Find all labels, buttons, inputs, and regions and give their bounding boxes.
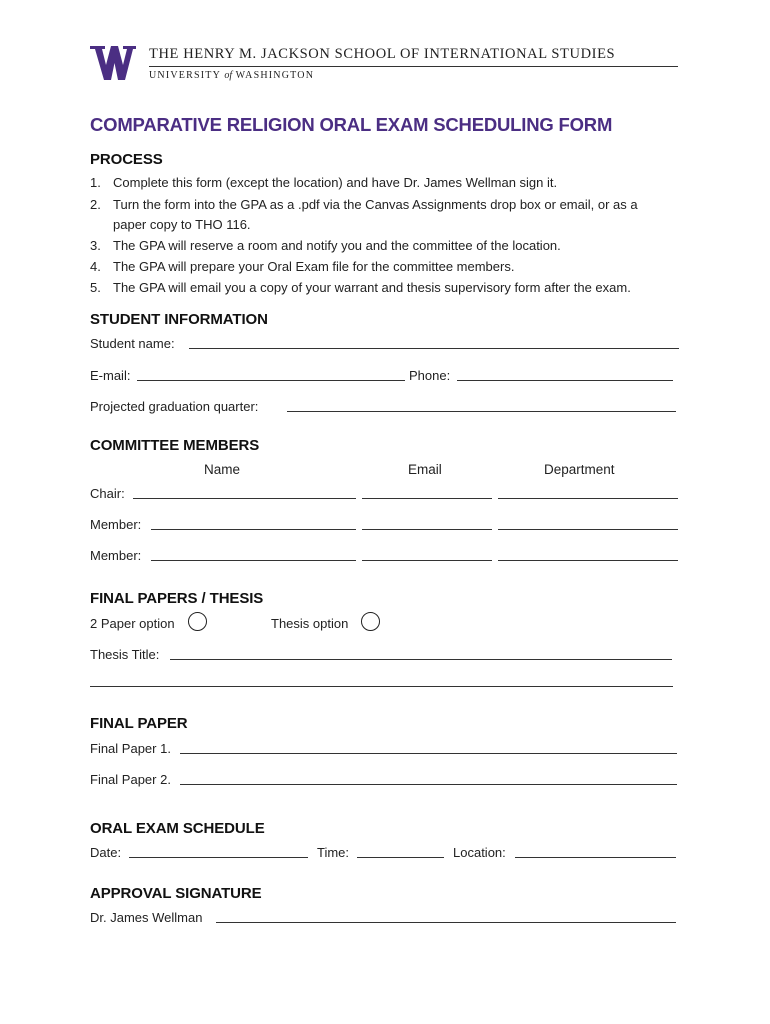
student-name-label: Student name:: [90, 336, 175, 351]
chair-email-field[interactable]: [362, 498, 492, 499]
member1-name-field[interactable]: [151, 529, 356, 530]
thesis-option-radio[interactable]: [361, 612, 380, 631]
step-text: The GPA will email you a copy of your warrant and thesis supervisory form after the exam.: [113, 280, 631, 295]
step-number: 1.: [90, 175, 101, 190]
student-name-field[interactable]: [189, 348, 679, 349]
thesis-title-field-line2[interactable]: [90, 686, 673, 687]
university-post: WASHINGTON: [235, 70, 315, 81]
final-papers-thesis-heading: FINAL PAPERS / THESIS: [90, 590, 264, 607]
final-paper-1-label: Final Paper 1.: [90, 741, 171, 756]
time-label: Time:: [317, 845, 350, 860]
final-paper-2-label: Final Paper 2.: [90, 772, 171, 787]
thesis-title-label: Thesis Title:: [90, 647, 160, 662]
university-of: of: [224, 70, 233, 81]
graduation-quarter-field[interactable]: [287, 411, 676, 412]
chair-name-field[interactable]: [133, 498, 356, 499]
committee-heading: COMMITTEE MEMBERS: [90, 437, 260, 454]
university-pre: UNIVERSITY: [149, 70, 221, 81]
step-text: Turn the form into the GPA as a .pdf via the Canvas Assignments drop box or email, or as a: [113, 197, 638, 212]
location-field[interactable]: [515, 857, 676, 858]
student-info-heading: STUDENT INFORMATION: [90, 311, 268, 328]
member1-email-field[interactable]: [362, 529, 492, 530]
form-title: COMPARATIVE RELIGION ORAL EXAM SCHEDULING FORM: [90, 114, 613, 135]
member2-email-field[interactable]: [362, 560, 492, 561]
date-field[interactable]: [129, 857, 308, 858]
member-label: Member:: [90, 517, 142, 532]
column-header-department: Department: [544, 462, 615, 477]
member-label: Member:: [90, 548, 142, 563]
two-paper-option-label: 2 Paper option: [90, 616, 175, 631]
signer-label: Dr. James Wellman: [90, 910, 203, 925]
phone-label: Phone:: [409, 368, 451, 383]
step-text: Complete this form (except the location) and have Dr. James Wellman sign it.: [113, 175, 558, 190]
step-number: 3.: [90, 238, 101, 253]
phone-field[interactable]: [457, 380, 673, 381]
final-paper-2-field[interactable]: [180, 784, 677, 785]
oral-exam-schedule-heading: ORAL EXAM SCHEDULE: [90, 820, 265, 837]
final-paper-heading: FINAL PAPER: [90, 715, 188, 732]
member2-department-field[interactable]: [498, 560, 678, 561]
step-text: The GPA will reserve a room and notify you and the committee of the location.: [113, 238, 561, 253]
two-paper-option-radio[interactable]: [188, 612, 207, 631]
step-text-continued: paper copy to THO 116.: [113, 217, 251, 232]
school-name: THE HENRY M. JACKSON SCHOOL OF INTERNATIONAL STUDIES: [149, 46, 616, 62]
step-number: 5.: [90, 280, 101, 295]
step-number: 2.: [90, 197, 101, 212]
thesis-option-label: Thesis option: [271, 616, 349, 631]
location-label: Location:: [453, 845, 506, 860]
date-label: Date:: [90, 845, 122, 860]
header-rule: [149, 66, 678, 67]
step-number: 4.: [90, 259, 101, 274]
university-name: [149, 70, 314, 81]
graduation-quarter-label: Projected graduation quarter:: [90, 399, 259, 414]
time-field[interactable]: [357, 857, 444, 858]
column-header-name: Name: [204, 462, 241, 477]
email-field[interactable]: [137, 380, 405, 381]
email-label: E-mail:: [90, 368, 131, 383]
uw-w-logo: [90, 46, 136, 80]
thesis-title-field[interactable]: [170, 659, 672, 660]
final-paper-1-field[interactable]: [180, 753, 677, 754]
member2-name-field[interactable]: [151, 560, 356, 561]
signature-field[interactable]: [216, 922, 676, 923]
process-heading: PROCESS: [90, 151, 163, 168]
member1-department-field[interactable]: [498, 529, 678, 530]
approval-signature-heading: APPROVAL SIGNATURE: [90, 885, 262, 902]
chair-label: Chair:: [90, 486, 125, 501]
step-text: The GPA will prepare your Oral Exam file for the committee members.: [113, 259, 515, 274]
chair-department-field[interactable]: [498, 498, 678, 499]
column-header-email: Email: [408, 462, 442, 477]
